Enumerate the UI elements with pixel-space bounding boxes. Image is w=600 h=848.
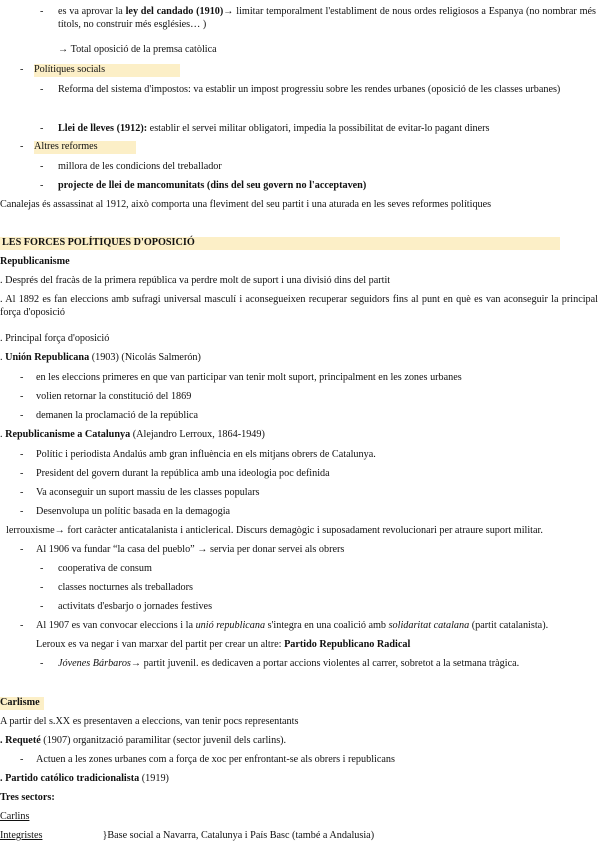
- bullet-dash: -: [20, 449, 24, 460]
- heading-politiques-socials: Polítiques socials: [34, 64, 180, 77]
- bullet-dash: -: [40, 601, 44, 612]
- line-jovenes-barbaros: Jóvenes Bárbaros→ partit juvenil. es dedicaven a portar accions violentes al carrer, sobretot a la setmana tràgica.: [58, 658, 520, 669]
- bullet-dash: -: [40, 84, 44, 95]
- heading-altres-reformes: Altres reformes: [34, 141, 136, 154]
- line-casa-pueblo: Al 1906 va fundar “la casa del pueblo” → servia per donar servei als obrers: [36, 544, 345, 555]
- list-item: cooperativa de consum: [58, 563, 152, 574]
- line-despres-fracas: . Després del fracàs de la primera república va perdre molt de suport i una divisió dins del partit: [0, 275, 391, 286]
- arrow-icon: →: [130, 658, 142, 669]
- line-radical: Leroux es va negar i van marxar del partit per crear un altre: Partido Republicano Radical: [36, 639, 411, 650]
- arrow-icon: →: [54, 525, 65, 536]
- heading-union-republicana: . Unión Republicana (1903) (Nicolás Salmerón): [0, 352, 201, 363]
- line-partido-catolico: . Partido católico tradicionalista (1919): [0, 773, 169, 784]
- bullet-dash: -: [20, 544, 24, 555]
- bullet-dash: -: [40, 658, 44, 669]
- list-item: Polític i periodista Andalús amb gran influència en els mitjans obrers de Catalunya.: [36, 449, 376, 460]
- bullet-dash: -: [20, 620, 24, 631]
- list-item: Va aconseguir un suport massiu de les classes populars: [36, 487, 260, 498]
- bullet-dash: -: [20, 141, 24, 152]
- line-millora: millora de les condicions del treballador: [58, 161, 222, 172]
- list-item: classes nocturnes als treballadors: [58, 582, 193, 593]
- bullet-dash: -: [40, 180, 44, 191]
- bullet-dash: -: [40, 161, 44, 172]
- bullet-dash: -: [20, 410, 24, 421]
- list-item: President del govern durant la república amb una ideologia poc definida: [36, 468, 330, 479]
- line-mancomunitats: projecte de llei de mancomunitats (dins del seu govern no l'acceptaven): [58, 180, 367, 191]
- bullet-dash: -: [40, 582, 44, 593]
- arrow-icon: →: [197, 544, 208, 555]
- arrow-icon: →: [58, 44, 69, 55]
- bullet-dash: -: [40, 563, 44, 574]
- bullet-dash: -: [40, 6, 44, 17]
- line-integristes: Integristes }Base social a Navarra, Catalunya i País Basc (també a Andalusia): [0, 830, 375, 841]
- heading-carlisme: Carlisme: [0, 697, 44, 710]
- list-item: Actuen a les zones urbanes com a força de xoc per enfrontant-se als obrers i republicans: [36, 754, 395, 765]
- line-1907: Al 1907 es van convocar eleccions i la unió republicana s'integra en una coalició amb solidaritat catalana (partit catalanista).: [36, 620, 549, 631]
- line-requete: . Requeté (1907) organització paramilitar (sector juvenil dels carlins).: [0, 735, 287, 746]
- bullet-dash: -: [20, 754, 24, 765]
- line-principal-forca: . Principal força d'oposició: [0, 333, 110, 344]
- line-carlins: Carlins: [0, 811, 30, 822]
- heading-republicanisme-catalunya: . Republicanisme a Catalunya (Alejandro Lerroux, 1864-1949): [0, 429, 265, 440]
- paragraph-ley-candado: es va aprovar la ley del candado (1910)→ limitar temporalment l'establiment de nous ordes religiosos a Espanya (no nombrar més títols, no construir més esglésies… ): [58, 6, 596, 30]
- line-sxx: A partir del s.XX es presentaven a eleccions, van tenir pocs representants: [0, 716, 299, 727]
- bullet-dash: -: [20, 64, 24, 75]
- list-item: demanen la proclamació de la república: [36, 410, 199, 421]
- section-heading-forces-oposicio: LES FORCES POLÍTIQUES D'OPOSICIÓ: [0, 237, 560, 250]
- bullet-dash: -: [40, 123, 44, 134]
- line-total-oposicio: → Total oposició de la premsa catòlica: [58, 44, 217, 55]
- paragraph-1892: . Al 1892 es fan eleccions amb sufragi universal masculí i aconsegueixen recuperar seguidors fins al punt en què es van aconseguir la principal força d'oposició: [0, 294, 598, 318]
- line-llei-lleves: Llei de lleves (1912): establir el servei militar obligatori, impedia la possibilitat de evitar-lo pagant diners: [58, 123, 490, 134]
- list-item: en les eleccions primeres en que van participar van tenir molt suport, principalment en les zones urbanes: [36, 372, 462, 383]
- heading-republicanisme: Republicanisme: [0, 256, 70, 267]
- bullet-dash: -: [20, 506, 24, 517]
- line-lerrouxisme: lerrouxisme→ fort caràcter anticatalanista i anticlerical. Discurs demagògic i suposadament revolucionari per atraure suport militar.: [6, 525, 543, 536]
- paragraph-reforma-impostos: Reforma del sistema d'impostos: va establir un impost progressiu sobre les rendes urbanes (oposició de les classes urbanes): [58, 84, 561, 95]
- bullet-dash: -: [20, 487, 24, 498]
- list-item: Desenvolupa un polític basada en la demagogia: [36, 506, 231, 517]
- bullet-dash: -: [20, 391, 24, 402]
- list-item: volien retornar la constitució del 1869: [36, 391, 192, 402]
- list-item: activitats d'esbarjo o jornades festives: [58, 601, 213, 612]
- line-canalejas: Canalejas és assassinat al 1912, això comporta una fleviment del seu partit i una aturada en les seves reformes polítiques: [0, 199, 492, 210]
- line-tres-sectors: Tres sectors:: [0, 792, 55, 803]
- bullet-dash: -: [20, 468, 24, 479]
- bullet-dash: -: [20, 372, 24, 383]
